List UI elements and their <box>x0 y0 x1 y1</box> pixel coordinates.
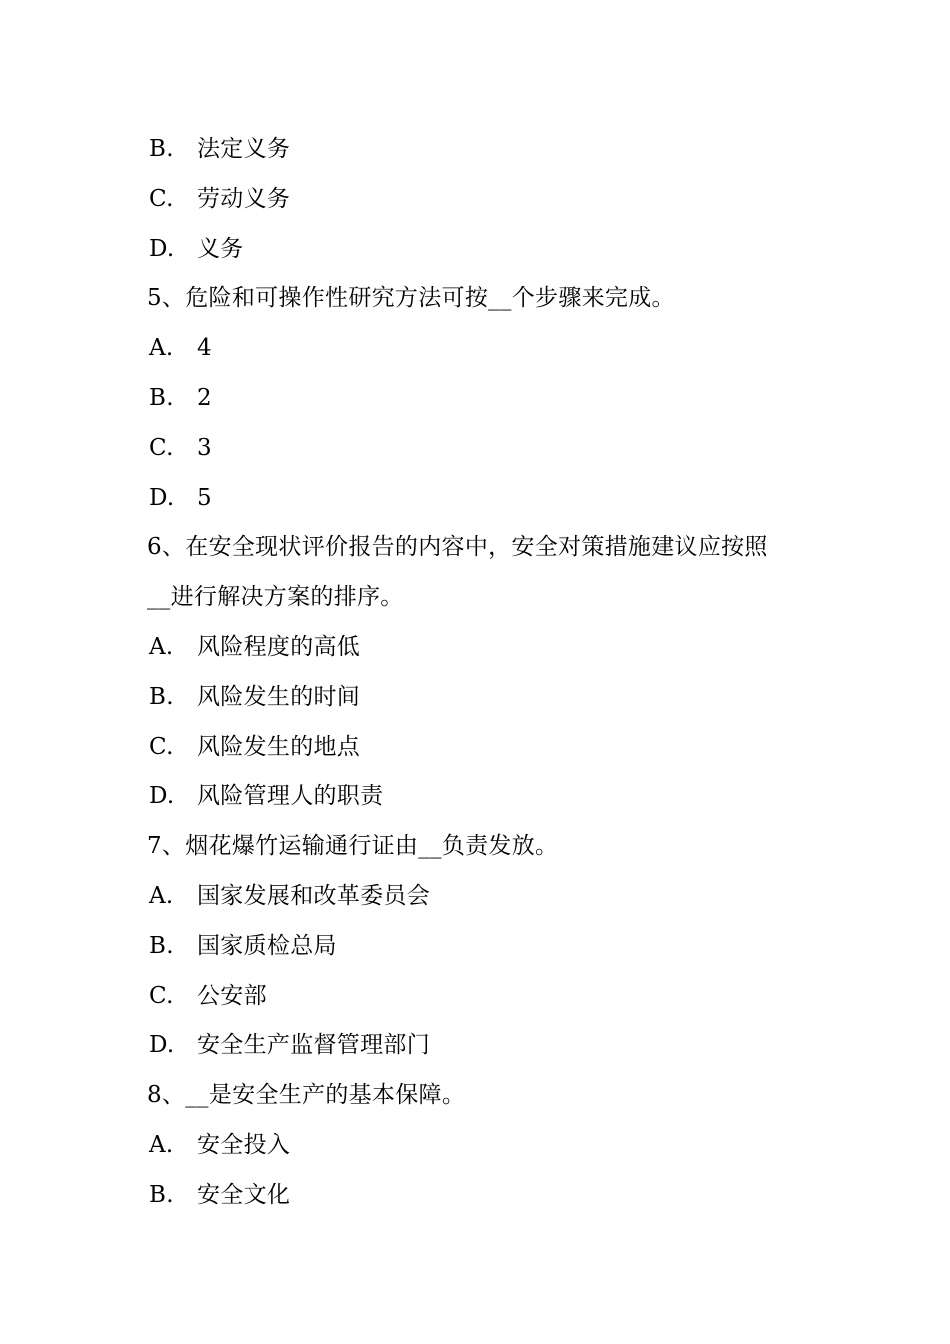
option-text: 安全文化 <box>197 1181 291 1208</box>
option-b <box>147 125 827 175</box>
question-7-stem: 7、烟花爆竹运输通行证由__负责发放。 <box>147 833 559 860</box>
option-letter: B. <box>149 1181 174 1208</box>
option-letter: A. <box>149 1131 174 1158</box>
question-6-option-d <box>147 772 827 822</box>
option-d <box>147 225 827 275</box>
option-text: 安全投入 <box>197 1131 291 1158</box>
question-5-option-b <box>147 374 827 424</box>
option-text: 风险发生的时间 <box>197 683 361 710</box>
option-letter: D. <box>149 235 175 262</box>
option-text: 国家质检总局 <box>197 932 337 959</box>
option-letter: D. <box>149 1032 175 1059</box>
option-letter: A. <box>149 633 174 660</box>
option-text: 5 <box>197 484 212 511</box>
question-6-stem-line-1: 6、在安全现状评价报告的内容中，安全对策措施建议应按照 <box>147 534 768 561</box>
option-text: 3 <box>197 434 212 461</box>
option-text: 2 <box>197 384 212 411</box>
question-5-option-d <box>147 474 827 524</box>
question-8-stem: 8、__是安全生产的基本保障。 <box>147 1082 466 1109</box>
option-letter: C. <box>149 733 174 760</box>
option-text: 安全生产监督管理部门 <box>197 1032 430 1059</box>
option-text: 风险程度的高低 <box>197 633 361 660</box>
option-text: 国家发展和改革委员会 <box>197 882 430 909</box>
option-letter: C. <box>149 185 174 212</box>
question-6-stem-line-2: __进行解决方案的排序。 <box>147 584 404 611</box>
question-6-option-a <box>147 623 827 673</box>
question-7-option-d <box>147 1021 827 1071</box>
option-letter: B. <box>149 932 174 959</box>
option-text: 义务 <box>197 235 244 262</box>
option-text: 风险发生的地点 <box>197 733 361 760</box>
question-7-option-c <box>147 972 827 1022</box>
question-5-stem: 5、危险和可操作性研究方法可按__个步骤来完成。 <box>147 285 675 312</box>
option-text: 公安部 <box>197 982 267 1009</box>
question-6-option-b <box>147 673 827 723</box>
question-8-option-b <box>147 1171 827 1221</box>
option-text: 劳动义务 <box>197 185 291 212</box>
option-letter: D. <box>149 484 175 511</box>
option-letter: C. <box>149 434 174 461</box>
option-letter: D. <box>149 783 175 810</box>
question-6-option-c <box>147 723 827 773</box>
question-7-option-b <box>147 922 827 972</box>
page-content <box>147 125 827 1221</box>
option-letter: B. <box>149 683 174 710</box>
question-7-option-a <box>147 872 827 922</box>
option-letter: C. <box>149 982 174 1009</box>
question-8-option-a <box>147 1121 827 1171</box>
option-text: 法定义务 <box>197 136 291 162</box>
option-letter: B. <box>149 136 174 162</box>
question-5-option-a <box>147 324 827 374</box>
option-text: 风险管理人的职责 <box>197 783 384 810</box>
question-5-option-c <box>147 424 827 474</box>
option-letter: A. <box>149 335 174 362</box>
option-letter: A. <box>149 882 174 909</box>
option-text: 4 <box>197 335 212 362</box>
option-c <box>147 175 827 225</box>
option-letter: B. <box>149 384 174 411</box>
